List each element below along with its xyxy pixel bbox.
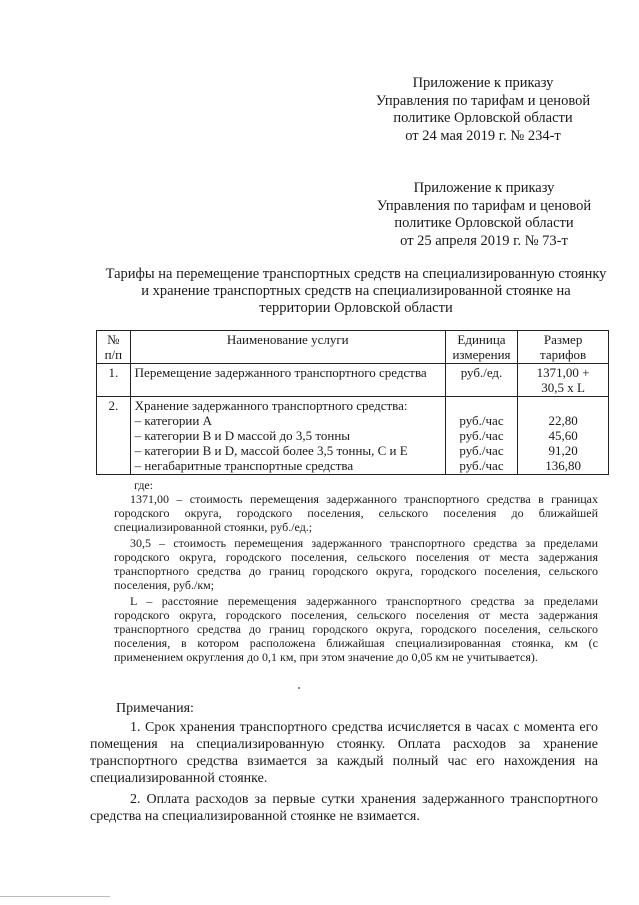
appendix-line: политике Орловской области xyxy=(394,215,574,231)
row-name xyxy=(130,397,445,475)
row-num: 1. xyxy=(97,364,131,397)
row-num: 2. xyxy=(97,397,131,475)
notes-section xyxy=(90,700,598,829)
table-header-row xyxy=(97,331,609,364)
row-size xyxy=(518,364,609,397)
page-edge-line xyxy=(0,896,110,897)
unit-item: руб./час xyxy=(459,428,504,443)
appendix-line: Приложение к приказу xyxy=(413,180,555,196)
category-item: – категории В и D массой до 3,5 тонны xyxy=(134,428,351,443)
appendix-line: Управления по тарифам и ценовой xyxy=(375,92,591,109)
size-item: 136,80 xyxy=(545,458,581,473)
definition-item: L – расстояние перемещения задержанного транспортного средства за пределами городского округа, городского поселения, сельского поселения от места задержания транспортного средства до границ городского округа, городского поселения, сельского поселения, в котором расположена ближайшая специализированная стоянка, км (с применением округления до 0,1 км, при этом значение до 0,05 км не учитывается). xyxy=(114,594,598,664)
note-item: 2. Оплата расходов за первые сутки хранения задержанного транспортного средства на специализированной стоянке не взимается. xyxy=(90,792,598,824)
header-size: Размер тарифов xyxy=(518,331,609,364)
unit-item: руб./час xyxy=(459,458,504,473)
category-item: – категории В и D, массой более 3,5 тонны, С и Е xyxy=(134,443,408,458)
header-name: Наименование услуги xyxy=(130,331,445,364)
size-item: 45,60 xyxy=(548,428,578,443)
size-item: 91,20 xyxy=(548,443,578,458)
appendix-line: от 25 апреля 2019 г. № 73-т xyxy=(400,232,568,249)
category-item: – категории А xyxy=(134,413,212,428)
size-line: 1371,00 + xyxy=(536,365,590,380)
appendix-previous-order xyxy=(357,180,611,250)
tariffs-table xyxy=(96,330,609,475)
scan-dot xyxy=(298,687,300,689)
table-row xyxy=(97,364,609,397)
definitions-intro: где: xyxy=(134,478,154,492)
row-size xyxy=(518,397,609,475)
appendix-current-order xyxy=(355,75,611,145)
row-name: Перемещение задержанного транспортного средства xyxy=(130,364,445,397)
header-num: № п/п xyxy=(97,331,131,364)
appendix-line: политике Орловской области xyxy=(393,110,573,126)
appendix-line: Управления по тарифам и ценовой xyxy=(376,197,592,214)
definitions xyxy=(114,478,598,666)
definition-item: 1371,00 – стоимость перемещения задержанного транспортного средства в границах городского округа, городского поселения, сельского поселения до ближайшей специализированной стоянки, руб./ед.; xyxy=(114,492,598,534)
notes-title: Примечания: xyxy=(116,701,194,716)
size-line: 30,5 х L xyxy=(541,380,585,395)
unit-item: руб./час xyxy=(459,443,504,458)
header-unit: Единица измерения xyxy=(445,331,517,364)
table-row xyxy=(97,397,609,475)
appendix-line: Приложение к приказу xyxy=(412,75,554,91)
row-unit xyxy=(445,397,517,475)
size-item: 22,80 xyxy=(548,413,578,428)
definition-item: 30,5 – стоимость перемещения задержанного транспортного средства за пределами городского округа, городского поселения, сельского поселения от места задержания транспортного средства до границ городского округа, городского поселения, сельского поселения, руб./км; xyxy=(114,536,598,592)
document-title: Тарифы на перемещение транспортных средств на специализированную стоянку и хранение транспортных средств на специализированной стоянке на территории Орловской области xyxy=(105,266,607,316)
row-unit: руб./ед. xyxy=(445,364,517,397)
unit-item: руб./час xyxy=(459,413,504,428)
appendix-line: от 24 мая 2019 г. № 234-т xyxy=(405,127,561,144)
note-item: 1. Срок хранения транспортного средства исчисляется в часах с момента его помещения на специализированную стоянку. Оплата расходов за хранение транспортного средства взимается за каждый полный час его нахождения на специализированной стоянке. xyxy=(90,720,598,786)
row-title: Хранение задержанного транспортного средства: xyxy=(134,398,408,413)
category-item: – негабаритные транспортные средства xyxy=(134,458,354,473)
